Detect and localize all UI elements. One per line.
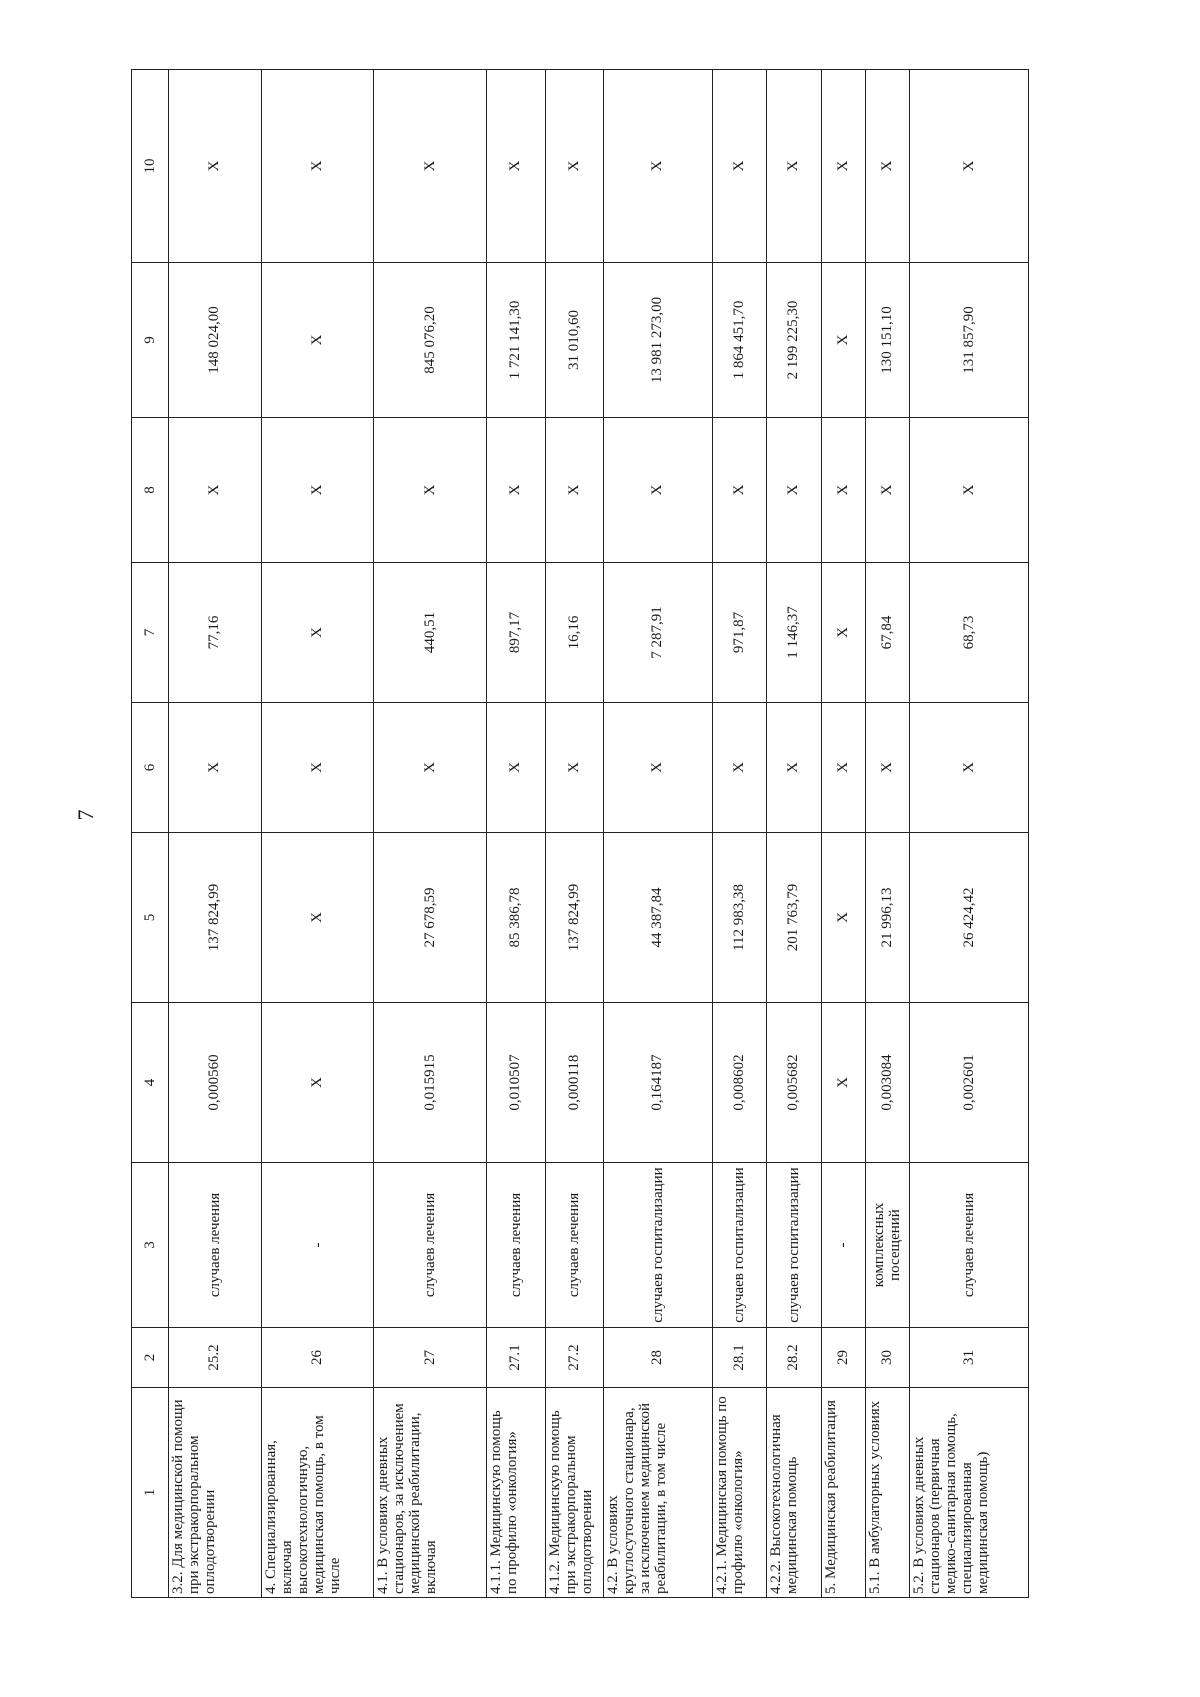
table-cell: Х	[821, 703, 865, 833]
table-row	[865, 70, 909, 1598]
table-row	[821, 70, 865, 1598]
table-cell: Х	[821, 1003, 865, 1163]
table-cell: 13 981 273,00	[604, 263, 713, 418]
table-cell: 0,000560	[169, 1003, 262, 1163]
table-cell: комплексных посещений	[865, 1163, 909, 1328]
table-cell: Х	[865, 703, 909, 833]
table-cell: 845 076,20	[374, 263, 487, 418]
table-cell: Х	[767, 418, 821, 563]
table-cell: 0,010507	[487, 1003, 545, 1163]
table-cell: 27.2	[545, 1328, 603, 1388]
table-cell: Х	[169, 703, 262, 833]
table-cell: Х	[487, 418, 545, 563]
table-cell: Х	[261, 563, 374, 703]
table-cell: 0,000118	[545, 1003, 603, 1163]
table-cell: Х	[821, 263, 865, 418]
column-header: 8	[132, 418, 169, 563]
table-cell: 4.2.2. Высокотехнологичная медицинская помощь	[767, 1388, 821, 1598]
table-cell: 131 857,90	[910, 263, 1029, 418]
table-header-row	[132, 70, 169, 1598]
table-cell: 27.1	[487, 1328, 545, 1388]
table-cell: Х	[910, 418, 1029, 563]
table-cell: 77,16	[169, 563, 262, 703]
table-cell: Х	[545, 703, 603, 833]
column-header: 3	[132, 1163, 169, 1328]
table-row	[910, 70, 1029, 1598]
table-cell: 2 199 225,30	[767, 263, 821, 418]
table-cell: 28.2	[767, 1328, 821, 1388]
table-cell: Х	[487, 70, 545, 263]
table-cell: 148 024,00	[169, 263, 262, 418]
table-cell: Х	[604, 70, 713, 263]
column-header: 4	[132, 1003, 169, 1163]
table-cell: 26 424,42	[910, 833, 1029, 1003]
table-cell: случаев госпитализации	[712, 1163, 766, 1328]
table-cell: Х	[261, 263, 374, 418]
table-cell: -	[261, 1163, 374, 1328]
table-cell: Х	[821, 70, 865, 263]
page-number: 7	[73, 809, 98, 821]
table-cell: 5. Медицинская реабилитация	[821, 1388, 865, 1598]
table-cell: Х	[374, 70, 487, 263]
table-cell: 21 996,13	[865, 833, 909, 1003]
table-cell: 1 864 451,70	[712, 263, 766, 418]
table-cell: 0,164187	[604, 1003, 713, 1163]
table-cell: Х	[261, 833, 374, 1003]
table-cell: случаев госпитализации	[604, 1163, 713, 1328]
table-cell: 137 824,99	[545, 833, 603, 1003]
table-cell: 28.1	[712, 1328, 766, 1388]
table-body	[169, 70, 1029, 1598]
table-cell: 5.2. В условиях дневных стационаров (первичная медико-санитарная помощь, специализированная медицинская помощь)	[910, 1388, 1029, 1598]
table-cell: 3.2. Для медицинской помощи при экстракорпоральном оплодотворении	[169, 1388, 262, 1598]
table-cell: 68,73	[910, 563, 1029, 703]
column-header: 5	[132, 833, 169, 1003]
table-cell: Х	[261, 418, 374, 563]
table-cell: 1 721 141,30	[487, 263, 545, 418]
table-cell: Х	[712, 70, 766, 263]
table-cell: 31	[910, 1328, 1029, 1388]
table-cell: 28	[604, 1328, 713, 1388]
table-cell: 1 146,37	[767, 563, 821, 703]
table-cell: 4.1.1. Медицинскую помощь по профилю «онкология»	[487, 1388, 545, 1598]
table-cell: Х	[604, 418, 713, 563]
table-cell: Х	[261, 703, 374, 833]
table-cell: 5.1. В амбулаторных условиях	[865, 1388, 909, 1598]
table-cell: Х	[374, 703, 487, 833]
table-cell: Х	[821, 418, 865, 563]
table-row	[374, 70, 487, 1598]
table-cell: 30	[865, 1328, 909, 1388]
table-cell: Х	[712, 703, 766, 833]
table-cell: 130 151,10	[865, 263, 909, 418]
table-cell: 4.2. В условиях круглосуточного стационара, за исключением медицинской реабилитации, в том числе	[604, 1388, 713, 1598]
table-row	[261, 70, 374, 1598]
table-cell: 85 386,78	[487, 833, 545, 1003]
table-cell: Х	[261, 1003, 374, 1163]
column-header: 9	[132, 263, 169, 418]
table-cell: 0,008602	[712, 1003, 766, 1163]
table-cell: Х	[910, 703, 1029, 833]
table-cell: Х	[545, 70, 603, 263]
table-cell: случаев лечения	[545, 1163, 603, 1328]
table-cell: 0,002601	[910, 1003, 1029, 1163]
table-cell: 4.1. В условиях дневных стационаров, за исключением медицинской реабилитации, включая	[374, 1388, 487, 1598]
table-cell: 7 287,91	[604, 563, 713, 703]
column-header: 10	[132, 70, 169, 263]
rotated-table-container	[131, 70, 1029, 1598]
table-cell: 440,51	[374, 563, 487, 703]
table-cell: 44 387,84	[604, 833, 713, 1003]
table-cell: 4.1.2. Медицинскую помощь при экстракорпоральном оплодотворении	[545, 1388, 603, 1598]
table-row	[604, 70, 713, 1598]
table-cell: 112 983,38	[712, 833, 766, 1003]
column-header: 2	[132, 1328, 169, 1388]
table-cell: 67,84	[865, 563, 909, 703]
table-cell: 27 678,59	[374, 833, 487, 1003]
table-cell: 0,005682	[767, 1003, 821, 1163]
data-table	[131, 69, 1029, 1598]
table-cell: Х	[374, 418, 487, 563]
table-cell: случаев лечения	[169, 1163, 262, 1328]
table-cell: Х	[865, 418, 909, 563]
table-cell: случаев лечения	[374, 1163, 487, 1328]
table-cell: 201 763,79	[767, 833, 821, 1003]
table-cell: 0,015915	[374, 1003, 487, 1163]
table-cell: Х	[910, 70, 1029, 263]
table-cell: 29	[821, 1328, 865, 1388]
table-cell: 25.2	[169, 1328, 262, 1388]
table-row	[169, 70, 262, 1598]
column-header: 6	[132, 703, 169, 833]
table-cell: Х	[545, 418, 603, 563]
table-cell: 971,87	[712, 563, 766, 703]
table-cell: Х	[821, 563, 865, 703]
table-cell: 897,17	[487, 563, 545, 703]
table-cell: Х	[767, 70, 821, 263]
table-cell: -	[821, 1163, 865, 1328]
table-cell: 0,003084	[865, 1003, 909, 1163]
table-cell: Х	[169, 70, 262, 263]
table-cell: Х	[169, 418, 262, 563]
column-header: 7	[132, 563, 169, 703]
table-cell: 4.2.1. Медицинская помощь по профилю «онкология»	[712, 1388, 766, 1598]
table-cell: случаев лечения	[487, 1163, 545, 1328]
table-row	[487, 70, 545, 1598]
table-cell: Х	[767, 703, 821, 833]
table-cell: случаев госпитализации	[767, 1163, 821, 1328]
table-row	[545, 70, 603, 1598]
table-cell: 26	[261, 1328, 374, 1388]
table-cell: 27	[374, 1328, 487, 1388]
table-cell: 31 010,60	[545, 263, 603, 418]
table-cell: случаев лечения	[910, 1163, 1029, 1328]
table-cell: 16,16	[545, 563, 603, 703]
column-header: 1	[132, 1388, 169, 1598]
table-cell: 137 824,99	[169, 833, 262, 1003]
table-cell: 4. Специализированная, включая высокотехнологичную, медицинская помощь, в том числе	[261, 1388, 374, 1598]
table-cell: Х	[487, 703, 545, 833]
table-row	[767, 70, 821, 1598]
table-cell: Х	[712, 418, 766, 563]
table-cell: Х	[821, 833, 865, 1003]
table-cell: Х	[865, 70, 909, 263]
table-cell: Х	[261, 70, 374, 263]
table-row	[712, 70, 766, 1598]
table-cell: Х	[604, 703, 713, 833]
